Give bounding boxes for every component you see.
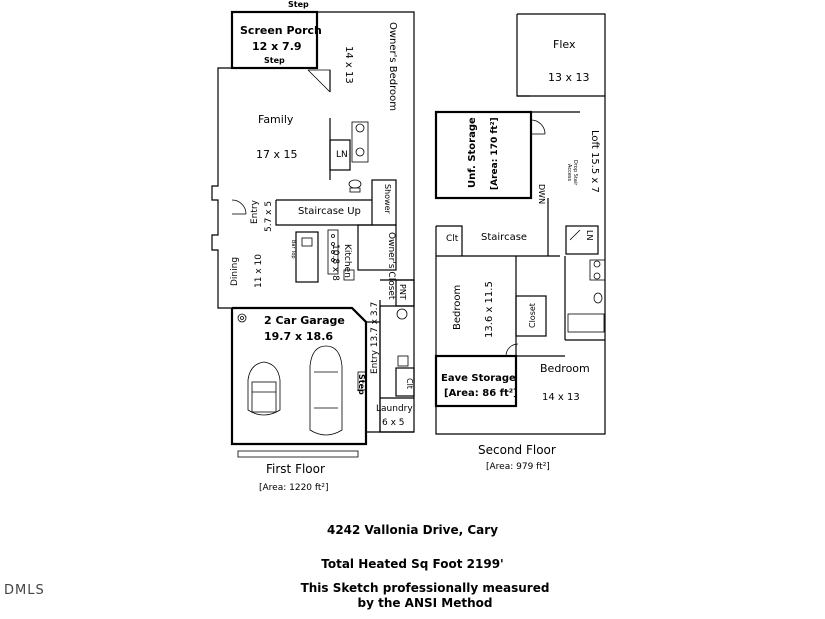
- loft-label: Loft 15.5 x 7: [589, 130, 600, 193]
- kitchen-label: Kitchen: [342, 244, 352, 278]
- unf-storage: [436, 112, 531, 198]
- ln-label-2: LN: [585, 230, 594, 241]
- first-floor-title: First Floor: [266, 462, 325, 476]
- family-label: Family: [258, 113, 294, 126]
- dining-dim: 11 x 10: [254, 254, 264, 288]
- watermark-text: DMLS: [4, 583, 45, 598]
- owners-closet-label: Owner's Closet: [386, 232, 396, 300]
- garage-label: 2 Car Garage: [264, 314, 345, 327]
- clt-label-1: Clt: [405, 378, 414, 389]
- garage-dim: 19.7 x 18.6: [264, 330, 334, 343]
- owners-bedroom-dim: 14 x 13: [343, 46, 354, 84]
- screen-porch-label: Screen Porch: [240, 24, 322, 37]
- eave-storage-label: Eave Storage: [441, 373, 516, 384]
- entry-dim: 5.7 x 5: [264, 200, 274, 232]
- closet-label: Closet: [528, 303, 537, 328]
- dining-label: Dining: [230, 256, 240, 286]
- second-floor-title: Second Floor: [478, 443, 556, 457]
- flex-label: Flex: [553, 38, 576, 51]
- screen-porch-dim: 12 x 7.9: [252, 40, 302, 53]
- step-label-top: Step: [288, 0, 309, 9]
- drop-stair-label: Drop Stair: [572, 160, 578, 186]
- heated-sqft-text: Total Heated Sq Foot 2199': [321, 557, 504, 571]
- clt-label-2: Clt: [446, 234, 459, 244]
- step-label-garage: Step: [357, 374, 366, 395]
- bedroom1-label: Bedroom: [452, 284, 463, 330]
- entry2-label: Entry 13.7 x 3.7: [370, 301, 380, 374]
- ln-label: LN: [336, 150, 348, 160]
- eave-storage-area: [Area: 86 ft²]: [444, 388, 518, 399]
- staircase-label: Staircase: [481, 232, 528, 243]
- dwn-label: DWN: [537, 184, 546, 205]
- owners-bedroom-label: Owner's Bedroom: [387, 22, 398, 112]
- family-dim: 17 x 15: [256, 148, 298, 161]
- laundry-label: Laundry: [376, 404, 413, 414]
- car-left: [248, 362, 280, 415]
- bedroom2-label: Bedroom: [540, 362, 590, 375]
- bedroom2-dim: 14 x 13: [542, 392, 580, 403]
- unf-storage-area: [Area: 170 ft²]: [490, 117, 500, 190]
- measure-note-line2: by the ANSI Method: [357, 596, 493, 610]
- unf-storage-label: Unf. Storage: [467, 117, 478, 188]
- garage-outline: [232, 308, 366, 444]
- staircase-up-label: Staircase Up: [298, 206, 361, 217]
- entry-label: Entry: [250, 200, 260, 224]
- bar-top-label: Bar Top: [290, 240, 296, 259]
- shower-label: Shower: [383, 184, 392, 214]
- second-floor-area: [Area: 979 ft²]: [486, 462, 550, 472]
- laundry-dim: 6 x 5: [382, 418, 405, 428]
- first-floor-plan: [212, 12, 414, 457]
- car-right: [310, 346, 342, 435]
- flex-dim: 13 x 13: [548, 71, 590, 84]
- first-floor-area: [Area: 1220 ft²]: [259, 483, 329, 493]
- pnt-label: PNT: [398, 284, 407, 300]
- measure-note-line1: This Sketch professionally measured: [300, 581, 550, 595]
- step-label-porch: Step: [264, 56, 285, 65]
- access-label: Access: [566, 164, 572, 182]
- bedroom1-dim: 13.6 x 11.5: [484, 281, 495, 338]
- address-text: 4242 Vallonia Drive, Cary: [326, 523, 499, 537]
- kitchen-dim: 10.8 x 8: [330, 244, 340, 281]
